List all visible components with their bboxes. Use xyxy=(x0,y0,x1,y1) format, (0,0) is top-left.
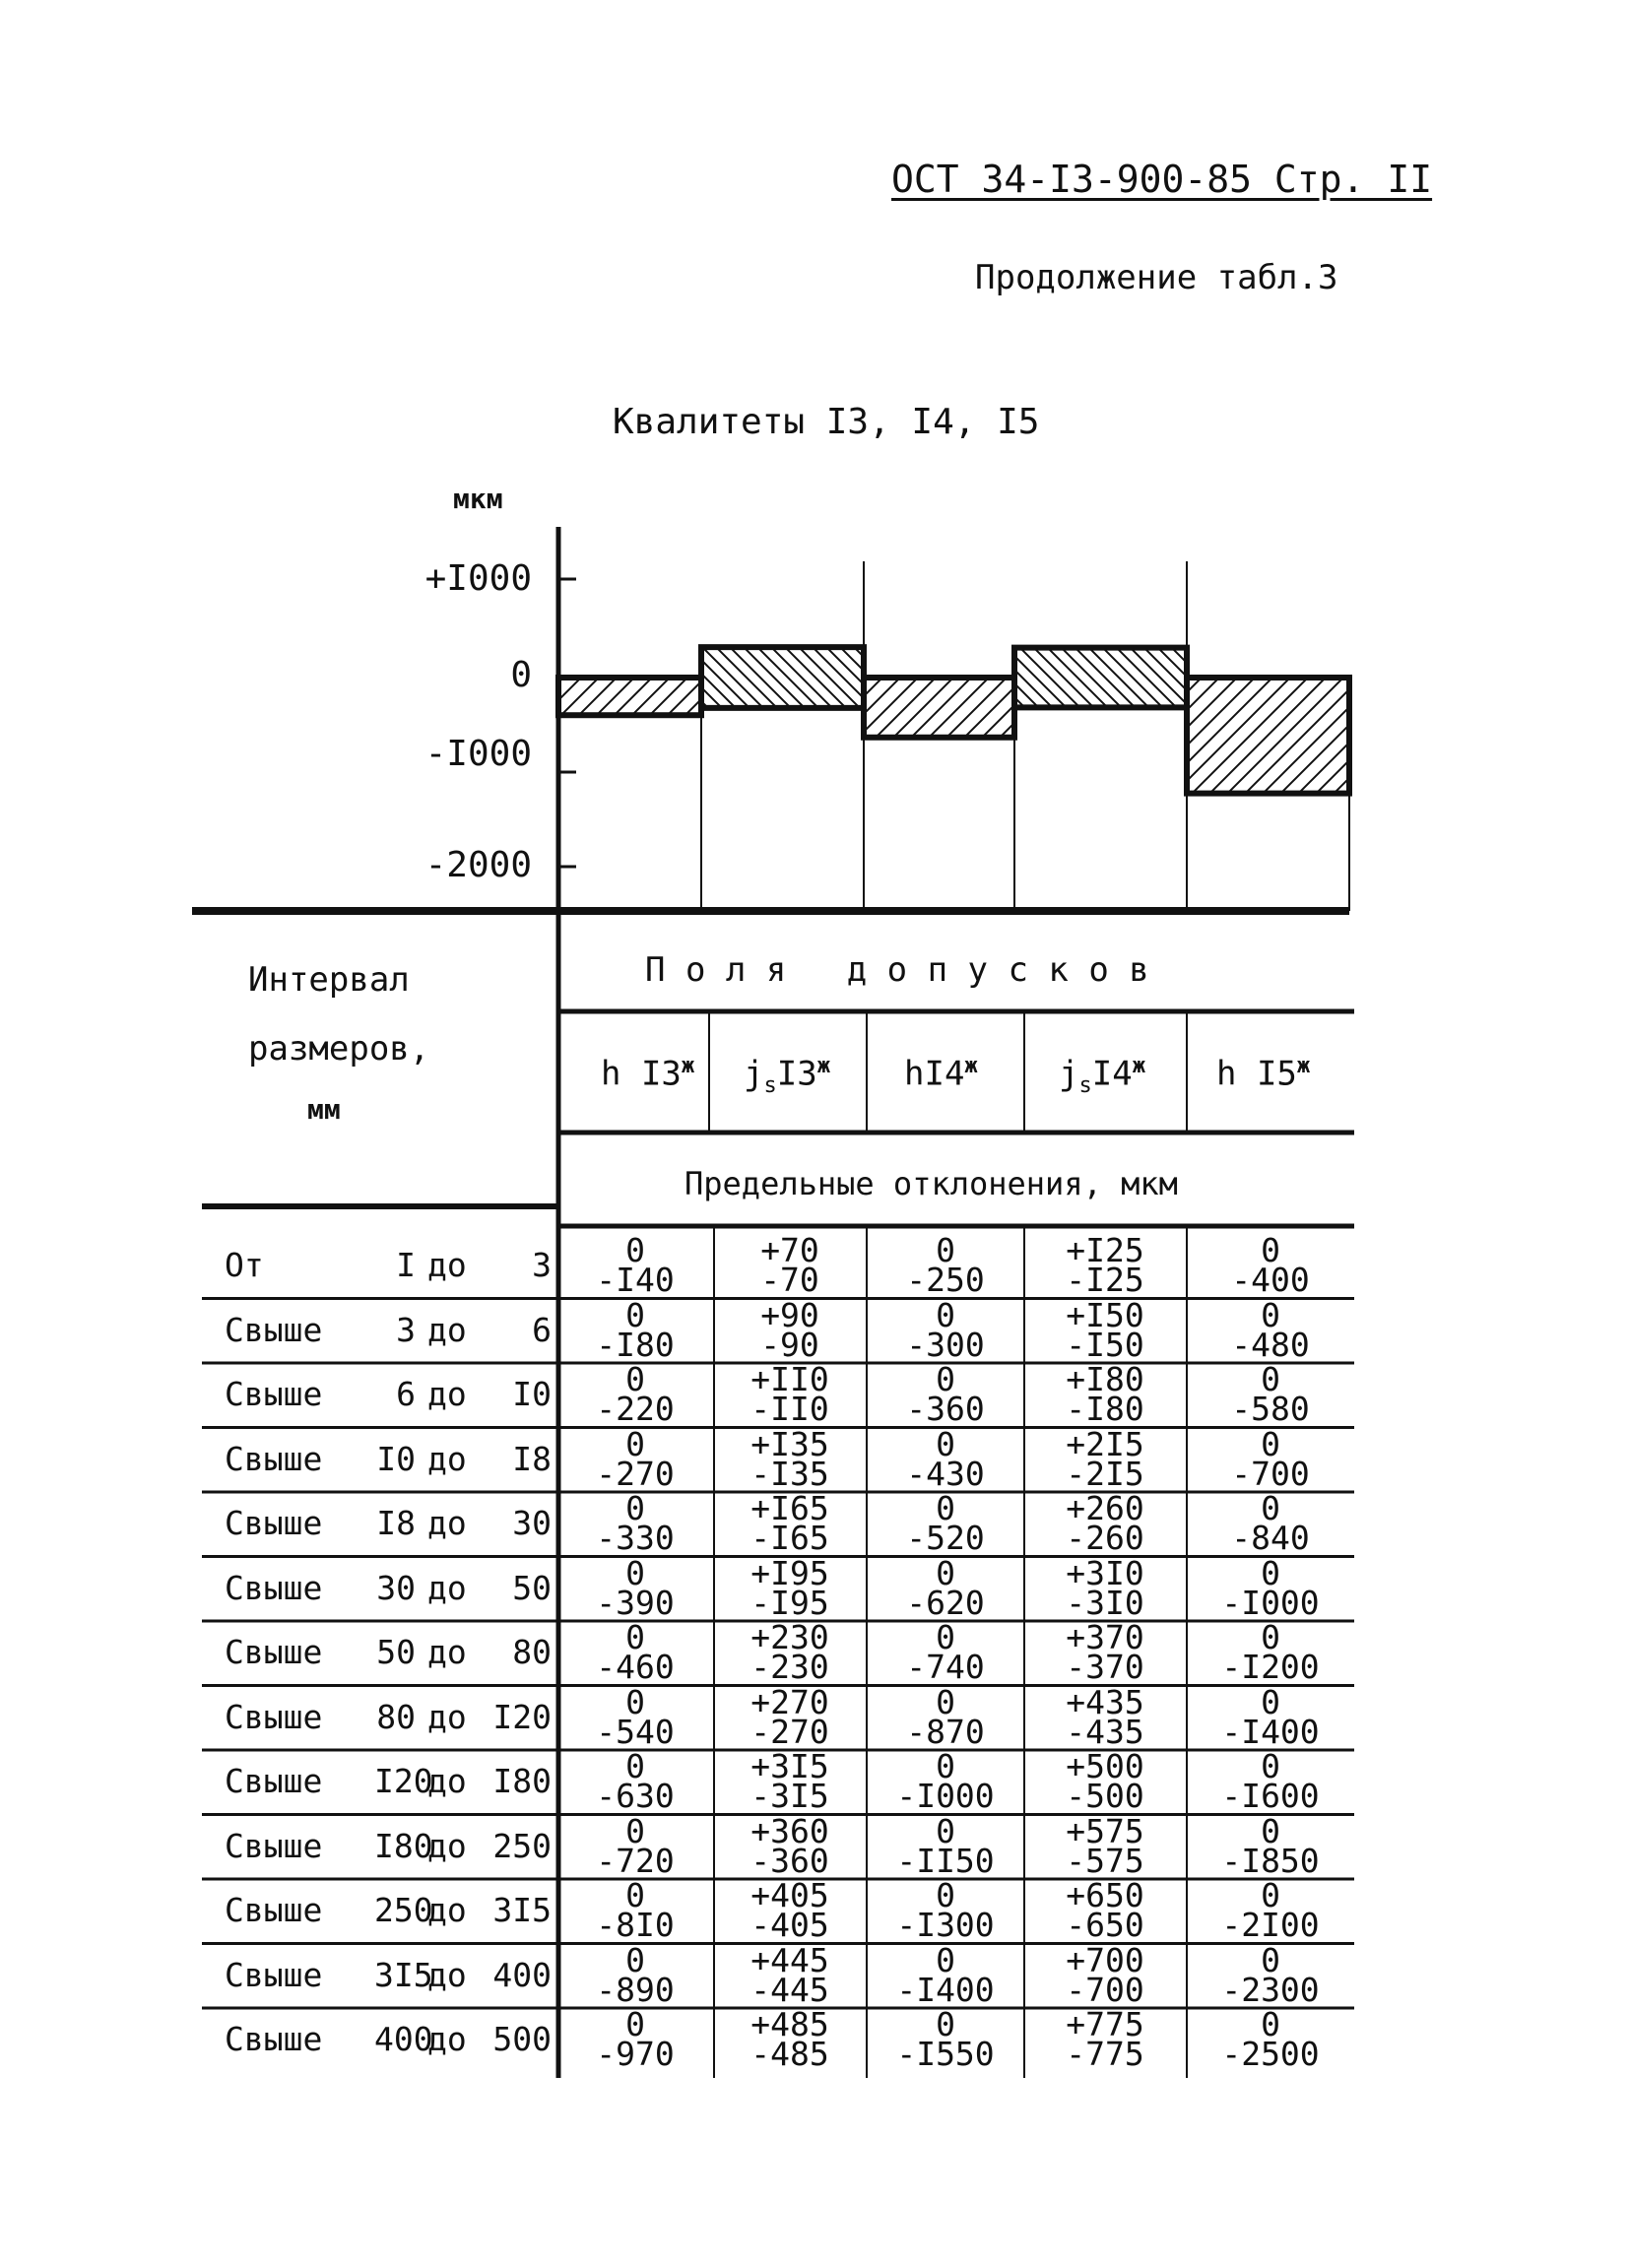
interval-to: 50 xyxy=(512,1568,552,1607)
interval-word: Свыше xyxy=(225,1891,323,1929)
interval-to-word: до xyxy=(427,1375,467,1413)
fields-header: П о л я д о п у с к о в xyxy=(645,950,1149,990)
deviation-cell xyxy=(716,1231,864,1299)
interval-to: I0 xyxy=(512,1375,552,1413)
lower-deviation: -330 xyxy=(596,1519,675,1557)
deviation-cell xyxy=(1031,1231,1179,1299)
tolerance-zone-hI4 xyxy=(864,678,1014,738)
lower-deviation: -3I5 xyxy=(750,1777,829,1815)
column-header-sub: s xyxy=(1078,1073,1092,1099)
upper-deviation: 0 xyxy=(625,1618,645,1656)
upper-deviation: +575 xyxy=(1066,1811,1144,1850)
interval-from: I80 xyxy=(374,1826,433,1865)
upper-deviation: +3I5 xyxy=(750,1747,829,1785)
zone-stem-jsI3 xyxy=(701,708,864,911)
deviation-cell xyxy=(561,1424,709,1493)
deviation-cell xyxy=(561,1811,709,1880)
upper-deviation: 0 xyxy=(936,1360,955,1398)
lower-deviation: -3I0 xyxy=(1066,1583,1144,1622)
upper-deviation: 0 xyxy=(625,1360,645,1398)
y-unit-label: мкм xyxy=(453,483,503,515)
interval-word: Свыше xyxy=(225,1439,323,1478)
interval-to-word: до xyxy=(427,1762,467,1800)
column-header-prefix: j xyxy=(744,1054,764,1094)
deviation-cell xyxy=(561,1231,709,1299)
interval-word: Свыше xyxy=(225,1504,323,1542)
deviation-cell xyxy=(561,1295,709,1364)
deviation-cell xyxy=(1031,1876,1179,1944)
interval-from: 3I5 xyxy=(374,1955,433,1994)
footnote-mark: ж xyxy=(816,1054,830,1078)
lower-deviation: -II0 xyxy=(750,1390,829,1428)
deviation-cell xyxy=(716,1489,864,1557)
lower-deviation: -360 xyxy=(750,1841,829,1880)
deviation-cell xyxy=(1031,1295,1179,1364)
lower-deviation: -220 xyxy=(596,1390,675,1428)
upper-deviation: 0 xyxy=(1261,1940,1280,1979)
upper-deviation: +445 xyxy=(750,1940,829,1979)
footnote-mark: ж xyxy=(964,1054,978,1078)
lower-deviation: -I95 xyxy=(750,1583,829,1622)
interval-word: Свыше xyxy=(225,1955,323,1994)
deviation-cell xyxy=(716,1682,864,1751)
deviation-cell xyxy=(872,1295,1019,1364)
deviation-cell xyxy=(1031,1489,1179,1557)
upper-deviation: 0 xyxy=(625,1682,645,1721)
deviation-cell xyxy=(561,1940,709,2009)
deviation-cell xyxy=(872,1811,1019,1880)
lower-deviation: -480 xyxy=(1231,1325,1310,1364)
upper-deviation: 0 xyxy=(1261,1682,1280,1721)
deviation-cell xyxy=(1197,1811,1344,1880)
interval-header-line: мм xyxy=(307,1093,341,1126)
y-tick-label: 0 xyxy=(510,655,532,695)
footnote-mark: ж xyxy=(1296,1054,1311,1078)
interval-from: 50 xyxy=(376,1633,416,1671)
deviation-cell xyxy=(1031,1553,1179,1622)
interval-to-word: до xyxy=(427,1439,467,1478)
lower-deviation: -90 xyxy=(760,1325,819,1364)
upper-deviation: 0 xyxy=(1261,1876,1280,1914)
upper-deviation: +90 xyxy=(760,1295,819,1334)
lower-deviation: -I850 xyxy=(1221,1841,1320,1880)
deviation-cell xyxy=(561,1553,709,1622)
column-header-base: hI4 xyxy=(904,1054,965,1094)
lower-deviation: -I400 xyxy=(1221,1712,1320,1751)
deviation-cell xyxy=(1031,1360,1179,1428)
y-tick-label: -I000 xyxy=(424,734,532,774)
upper-deviation: 0 xyxy=(936,1747,955,1785)
deviation-cell xyxy=(1031,1811,1179,1880)
lower-deviation: -I80 xyxy=(596,1325,675,1364)
upper-deviation: 0 xyxy=(1261,1489,1280,1527)
lower-deviation: -620 xyxy=(906,1583,985,1622)
column-header-base: I3 xyxy=(776,1054,817,1094)
upper-deviation: 0 xyxy=(1261,1424,1280,1463)
document-code: ОСТ 34-I3-900-85 Стр. II xyxy=(891,158,1433,201)
upper-deviation: +260 xyxy=(1066,1489,1144,1527)
deviation-cell xyxy=(872,1747,1019,1815)
lower-deviation: -445 xyxy=(750,1970,829,2009)
column-header-base: I4 xyxy=(1091,1054,1133,1094)
lower-deviation: -I25 xyxy=(1066,1261,1144,1299)
upper-deviation: 0 xyxy=(1261,1747,1280,1785)
interval-from: I8 xyxy=(376,1504,416,1542)
lower-deviation: -I400 xyxy=(896,1970,995,2009)
interval-to-word: до xyxy=(427,1246,467,1284)
lower-deviation: -70 xyxy=(760,1261,819,1299)
upper-deviation: 0 xyxy=(936,1682,955,1721)
column-header-base: h I5 xyxy=(1216,1054,1297,1094)
upper-deviation: 0 xyxy=(625,2005,645,2043)
lower-deviation: -I80 xyxy=(1066,1390,1144,1428)
deviation-cell xyxy=(872,1876,1019,1944)
deviation-cell xyxy=(1031,1682,1179,1751)
interval-to: I20 xyxy=(492,1697,552,1736)
lower-deviation: -405 xyxy=(750,1906,829,1944)
lower-deviation: -270 xyxy=(750,1712,829,1751)
lower-deviation: -260 xyxy=(1066,1519,1144,1557)
upper-deviation: +I25 xyxy=(1066,1231,1144,1269)
deviation-cell xyxy=(1031,1424,1179,1493)
column-header-sub: s xyxy=(763,1073,777,1099)
lower-deviation: -8I0 xyxy=(596,1906,675,1944)
upper-deviation: 0 xyxy=(1261,1553,1280,1592)
upper-deviation: 0 xyxy=(625,1424,645,1463)
upper-deviation: +I80 xyxy=(1066,1360,1144,1398)
deviation-cell xyxy=(716,1553,864,1622)
deviation-cell xyxy=(1197,1231,1344,1299)
interval-from: I20 xyxy=(374,1762,433,1800)
deviation-cell xyxy=(1197,1489,1344,1557)
interval-from: 80 xyxy=(376,1697,416,1736)
upper-deviation: +405 xyxy=(750,1876,829,1914)
lower-deviation: -870 xyxy=(906,1712,985,1751)
upper-deviation: 0 xyxy=(936,1424,955,1463)
tolerance-zone-hI3 xyxy=(558,678,701,715)
interval-to-word: до xyxy=(427,1633,467,1671)
upper-deviation: +2I5 xyxy=(1066,1424,1144,1463)
upper-deviation: 0 xyxy=(936,2005,955,2043)
upper-deviation: 0 xyxy=(936,1940,955,1979)
lower-deviation: -I000 xyxy=(1221,1583,1320,1622)
column-header-jsI4 xyxy=(1059,1054,1145,1098)
upper-deviation: 0 xyxy=(936,1295,955,1334)
deviation-cell xyxy=(872,1489,1019,1557)
deviation-cell xyxy=(872,1553,1019,1622)
lower-deviation: -775 xyxy=(1066,2035,1144,2073)
upper-deviation: 0 xyxy=(625,1553,645,1592)
column-header-base: h I3 xyxy=(601,1054,682,1094)
lower-deviation: -720 xyxy=(596,1841,675,1880)
interval-from: 250 xyxy=(374,1891,433,1929)
interval-to: 3 xyxy=(532,1246,552,1284)
lower-deviation: -890 xyxy=(596,1970,675,2009)
lower-deviation: -540 xyxy=(596,1712,675,1751)
lower-deviation: -I300 xyxy=(896,1906,995,1944)
lower-deviation: -370 xyxy=(1066,1648,1144,1686)
interval-to: 80 xyxy=(512,1633,552,1671)
interval-word: Свыше xyxy=(225,1697,323,1736)
deviation-cell xyxy=(872,1231,1019,1299)
interval-to-word: до xyxy=(427,1504,467,1542)
interval-word: Свыше xyxy=(225,1310,323,1349)
lower-deviation: -700 xyxy=(1066,1970,1144,2009)
deviation-cell xyxy=(1197,2005,1344,2073)
upper-deviation: +I50 xyxy=(1066,1295,1144,1334)
lower-deviation: -2300 xyxy=(1221,1970,1320,2009)
interval-to: 3I5 xyxy=(492,1891,552,1929)
upper-deviation: +370 xyxy=(1066,1618,1144,1656)
upper-deviation: 0 xyxy=(936,1489,955,1527)
column-header-prefix: j xyxy=(1059,1054,1079,1094)
upper-deviation: +650 xyxy=(1066,1876,1144,1914)
lower-deviation: -I600 xyxy=(1221,1777,1320,1815)
upper-deviation: +II0 xyxy=(750,1360,829,1398)
deviation-cell xyxy=(716,1940,864,2009)
deviation-cell xyxy=(1197,1618,1344,1686)
lower-deviation: -270 xyxy=(596,1454,675,1493)
lower-deviation: -435 xyxy=(1066,1712,1144,1751)
lower-deviation: -2500 xyxy=(1221,2035,1320,2073)
interval-word: От xyxy=(225,1246,264,1284)
interval-from: I xyxy=(396,1246,416,1284)
upper-deviation: 0 xyxy=(625,1295,645,1334)
upper-deviation: +3I0 xyxy=(1066,1553,1144,1592)
upper-deviation: +230 xyxy=(750,1618,829,1656)
interval-to-word: до xyxy=(427,1826,467,1865)
lower-deviation: -650 xyxy=(1066,1906,1144,1944)
deviation-cell xyxy=(1197,1295,1344,1364)
interval-to: 500 xyxy=(492,2020,552,2058)
upper-deviation: 0 xyxy=(625,1489,645,1527)
upper-deviation: +270 xyxy=(750,1682,829,1721)
lower-deviation: -520 xyxy=(906,1519,985,1557)
y-tick-label: -2000 xyxy=(424,845,532,885)
lower-deviation: -II50 xyxy=(896,1841,995,1880)
deviation-cell xyxy=(716,2005,864,2073)
deviation-cell xyxy=(561,1682,709,1751)
upper-deviation: 0 xyxy=(625,1811,645,1850)
interval-from: 6 xyxy=(396,1375,416,1413)
deviation-cell xyxy=(1197,1360,1344,1428)
upper-deviation: 0 xyxy=(1261,1295,1280,1334)
interval-to: I8 xyxy=(512,1439,552,1478)
upper-deviation: +435 xyxy=(1066,1682,1144,1721)
footnote-mark: ж xyxy=(681,1054,695,1078)
deviation-cell xyxy=(561,1360,709,1428)
lower-deviation: -740 xyxy=(906,1648,985,1686)
interval-word: Свыше xyxy=(225,1762,323,1800)
deviation-cell xyxy=(1197,1682,1344,1751)
upper-deviation: 0 xyxy=(936,1231,955,1269)
deviation-cell xyxy=(716,1811,864,1880)
lower-deviation: -360 xyxy=(906,1390,985,1428)
deviation-cell xyxy=(716,1618,864,1686)
deviation-cell xyxy=(1031,1940,1179,2009)
deviation-cell xyxy=(716,1747,864,1815)
interval-to: 6 xyxy=(532,1310,552,1349)
lower-deviation: -2I5 xyxy=(1066,1454,1144,1493)
lower-deviation: -430 xyxy=(906,1454,985,1493)
lower-deviation: -230 xyxy=(750,1648,829,1686)
zone-stem-hI4 xyxy=(864,738,1014,911)
lower-deviation: -630 xyxy=(596,1777,675,1815)
upper-deviation: 0 xyxy=(625,1231,645,1269)
deviation-cell xyxy=(872,2005,1019,2073)
continuation-caption: Продолжение табл.3 xyxy=(975,258,1338,297)
interval-to-word: до xyxy=(427,1955,467,1994)
deviation-cell xyxy=(716,1876,864,1944)
diagram-title: Квалитеты I3, I4, I5 xyxy=(613,402,1040,442)
column-header-jsI3 xyxy=(744,1054,830,1098)
lower-deviation: -840 xyxy=(1231,1519,1310,1557)
interval-word: Свыше xyxy=(225,1633,323,1671)
tolerance-zone-hI5 xyxy=(1187,678,1349,794)
deviations-header: Предельные отклонения, мкм xyxy=(684,1165,1178,1202)
tolerance-zone-jsI3 xyxy=(701,647,864,708)
upper-deviation: +360 xyxy=(750,1811,829,1850)
lower-deviation: -700 xyxy=(1231,1454,1310,1493)
lower-deviation: -I200 xyxy=(1221,1648,1320,1686)
lower-deviation: -I65 xyxy=(750,1519,829,1557)
deviation-cell xyxy=(716,1424,864,1493)
lower-deviation: -2I00 xyxy=(1221,1906,1320,1944)
footnote-mark: ж xyxy=(1132,1054,1145,1078)
interval-to: I80 xyxy=(492,1762,552,1800)
deviation-cell xyxy=(1031,2005,1179,2073)
deviation-cell xyxy=(872,1940,1019,2009)
deviation-cell xyxy=(561,1747,709,1815)
deviation-cell xyxy=(1197,1876,1344,1944)
tolerance-zone-jsI4 xyxy=(1014,648,1187,708)
deviation-cell xyxy=(872,1424,1019,1493)
deviation-cell xyxy=(1197,1940,1344,2009)
zone-stem-hI3 xyxy=(558,715,701,911)
upper-deviation: 0 xyxy=(936,1811,955,1850)
interval-from: I0 xyxy=(376,1439,416,1478)
deviation-cell xyxy=(1031,1747,1179,1815)
deviation-cell xyxy=(561,1618,709,1686)
interval-to-word: до xyxy=(427,1891,467,1929)
upper-deviation: +I65 xyxy=(750,1489,829,1527)
interval-from: 400 xyxy=(374,2020,433,2058)
interval-to-word: до xyxy=(427,1568,467,1607)
lower-deviation: -460 xyxy=(596,1648,675,1686)
column-header-hI3 xyxy=(601,1054,694,1093)
deviation-cell xyxy=(872,1618,1019,1686)
lower-deviation: -400 xyxy=(1231,1261,1310,1299)
upper-deviation: +700 xyxy=(1066,1940,1144,1979)
lower-deviation: -500 xyxy=(1066,1777,1144,1815)
deviation-cell xyxy=(1197,1553,1344,1622)
upper-deviation: 0 xyxy=(1261,1360,1280,1398)
deviation-cell xyxy=(716,1295,864,1364)
upper-deviation: 0 xyxy=(625,1940,645,1979)
deviation-cell xyxy=(561,1876,709,1944)
deviation-cell xyxy=(872,1360,1019,1428)
interval-to-word: до xyxy=(427,2020,467,2058)
interval-header-line: Интервал xyxy=(248,960,410,1000)
upper-deviation: +I35 xyxy=(750,1424,829,1463)
y-tick-label: +I000 xyxy=(424,558,532,599)
upper-deviation: 0 xyxy=(625,1747,645,1785)
lower-deviation: -485 xyxy=(750,2035,829,2073)
upper-deviation: 0 xyxy=(625,1876,645,1914)
interval-to: 30 xyxy=(512,1504,552,1542)
interval-to-word: до xyxy=(427,1310,467,1349)
deviation-cell xyxy=(1197,1747,1344,1815)
lower-deviation: -250 xyxy=(906,1261,985,1299)
deviation-cell xyxy=(1031,1618,1179,1686)
upper-deviation: 0 xyxy=(936,1553,955,1592)
zone-stem-jsI4 xyxy=(1014,707,1187,911)
upper-deviation: 0 xyxy=(1261,1811,1280,1850)
column-header-hI4 xyxy=(904,1054,978,1093)
lower-deviation: -I35 xyxy=(750,1454,829,1493)
column-header-hI5 xyxy=(1216,1054,1310,1093)
interval-to-word: до xyxy=(427,1697,467,1736)
deviation-cell xyxy=(1197,1424,1344,1493)
upper-deviation: 0 xyxy=(1261,1231,1280,1269)
lower-deviation: -575 xyxy=(1066,1841,1144,1880)
interval-word: Свыше xyxy=(225,1568,323,1607)
lower-deviation: -I50 xyxy=(1066,1325,1144,1364)
deviation-cell xyxy=(561,1489,709,1557)
interval-header-line: размеров, xyxy=(248,1029,430,1069)
lower-deviation: -I550 xyxy=(896,2035,995,2073)
lower-deviation: -970 xyxy=(596,2035,675,2073)
interval-word: Свыше xyxy=(225,1826,323,1865)
deviation-cell xyxy=(872,1682,1019,1751)
lower-deviation: -390 xyxy=(596,1583,675,1622)
upper-deviation: +I95 xyxy=(750,1553,829,1592)
lower-deviation: -I40 xyxy=(596,1261,675,1299)
upper-deviation: 0 xyxy=(1261,2005,1280,2043)
interval-word: Свыше xyxy=(225,2020,323,2058)
upper-deviation: 0 xyxy=(936,1618,955,1656)
upper-deviation: +775 xyxy=(1066,2005,1144,2043)
deviation-cell xyxy=(561,2005,709,2073)
zone-stem-hI5 xyxy=(1187,794,1349,911)
upper-deviation: 0 xyxy=(936,1876,955,1914)
upper-deviation: +485 xyxy=(750,2005,829,2043)
interval-to: 250 xyxy=(492,1826,552,1865)
deviation-cell xyxy=(716,1360,864,1428)
upper-deviation: +70 xyxy=(760,1231,819,1269)
upper-deviation: 0 xyxy=(1261,1618,1280,1656)
lower-deviation: -I000 xyxy=(896,1777,995,1815)
interval-word: Свыше xyxy=(225,1375,323,1413)
interval-from: 30 xyxy=(376,1568,416,1607)
upper-deviation: +500 xyxy=(1066,1747,1144,1785)
lower-deviation: -580 xyxy=(1231,1390,1310,1428)
lower-deviation: -300 xyxy=(906,1325,985,1364)
interval-from: 3 xyxy=(396,1310,416,1349)
interval-to: 400 xyxy=(492,1955,552,1994)
